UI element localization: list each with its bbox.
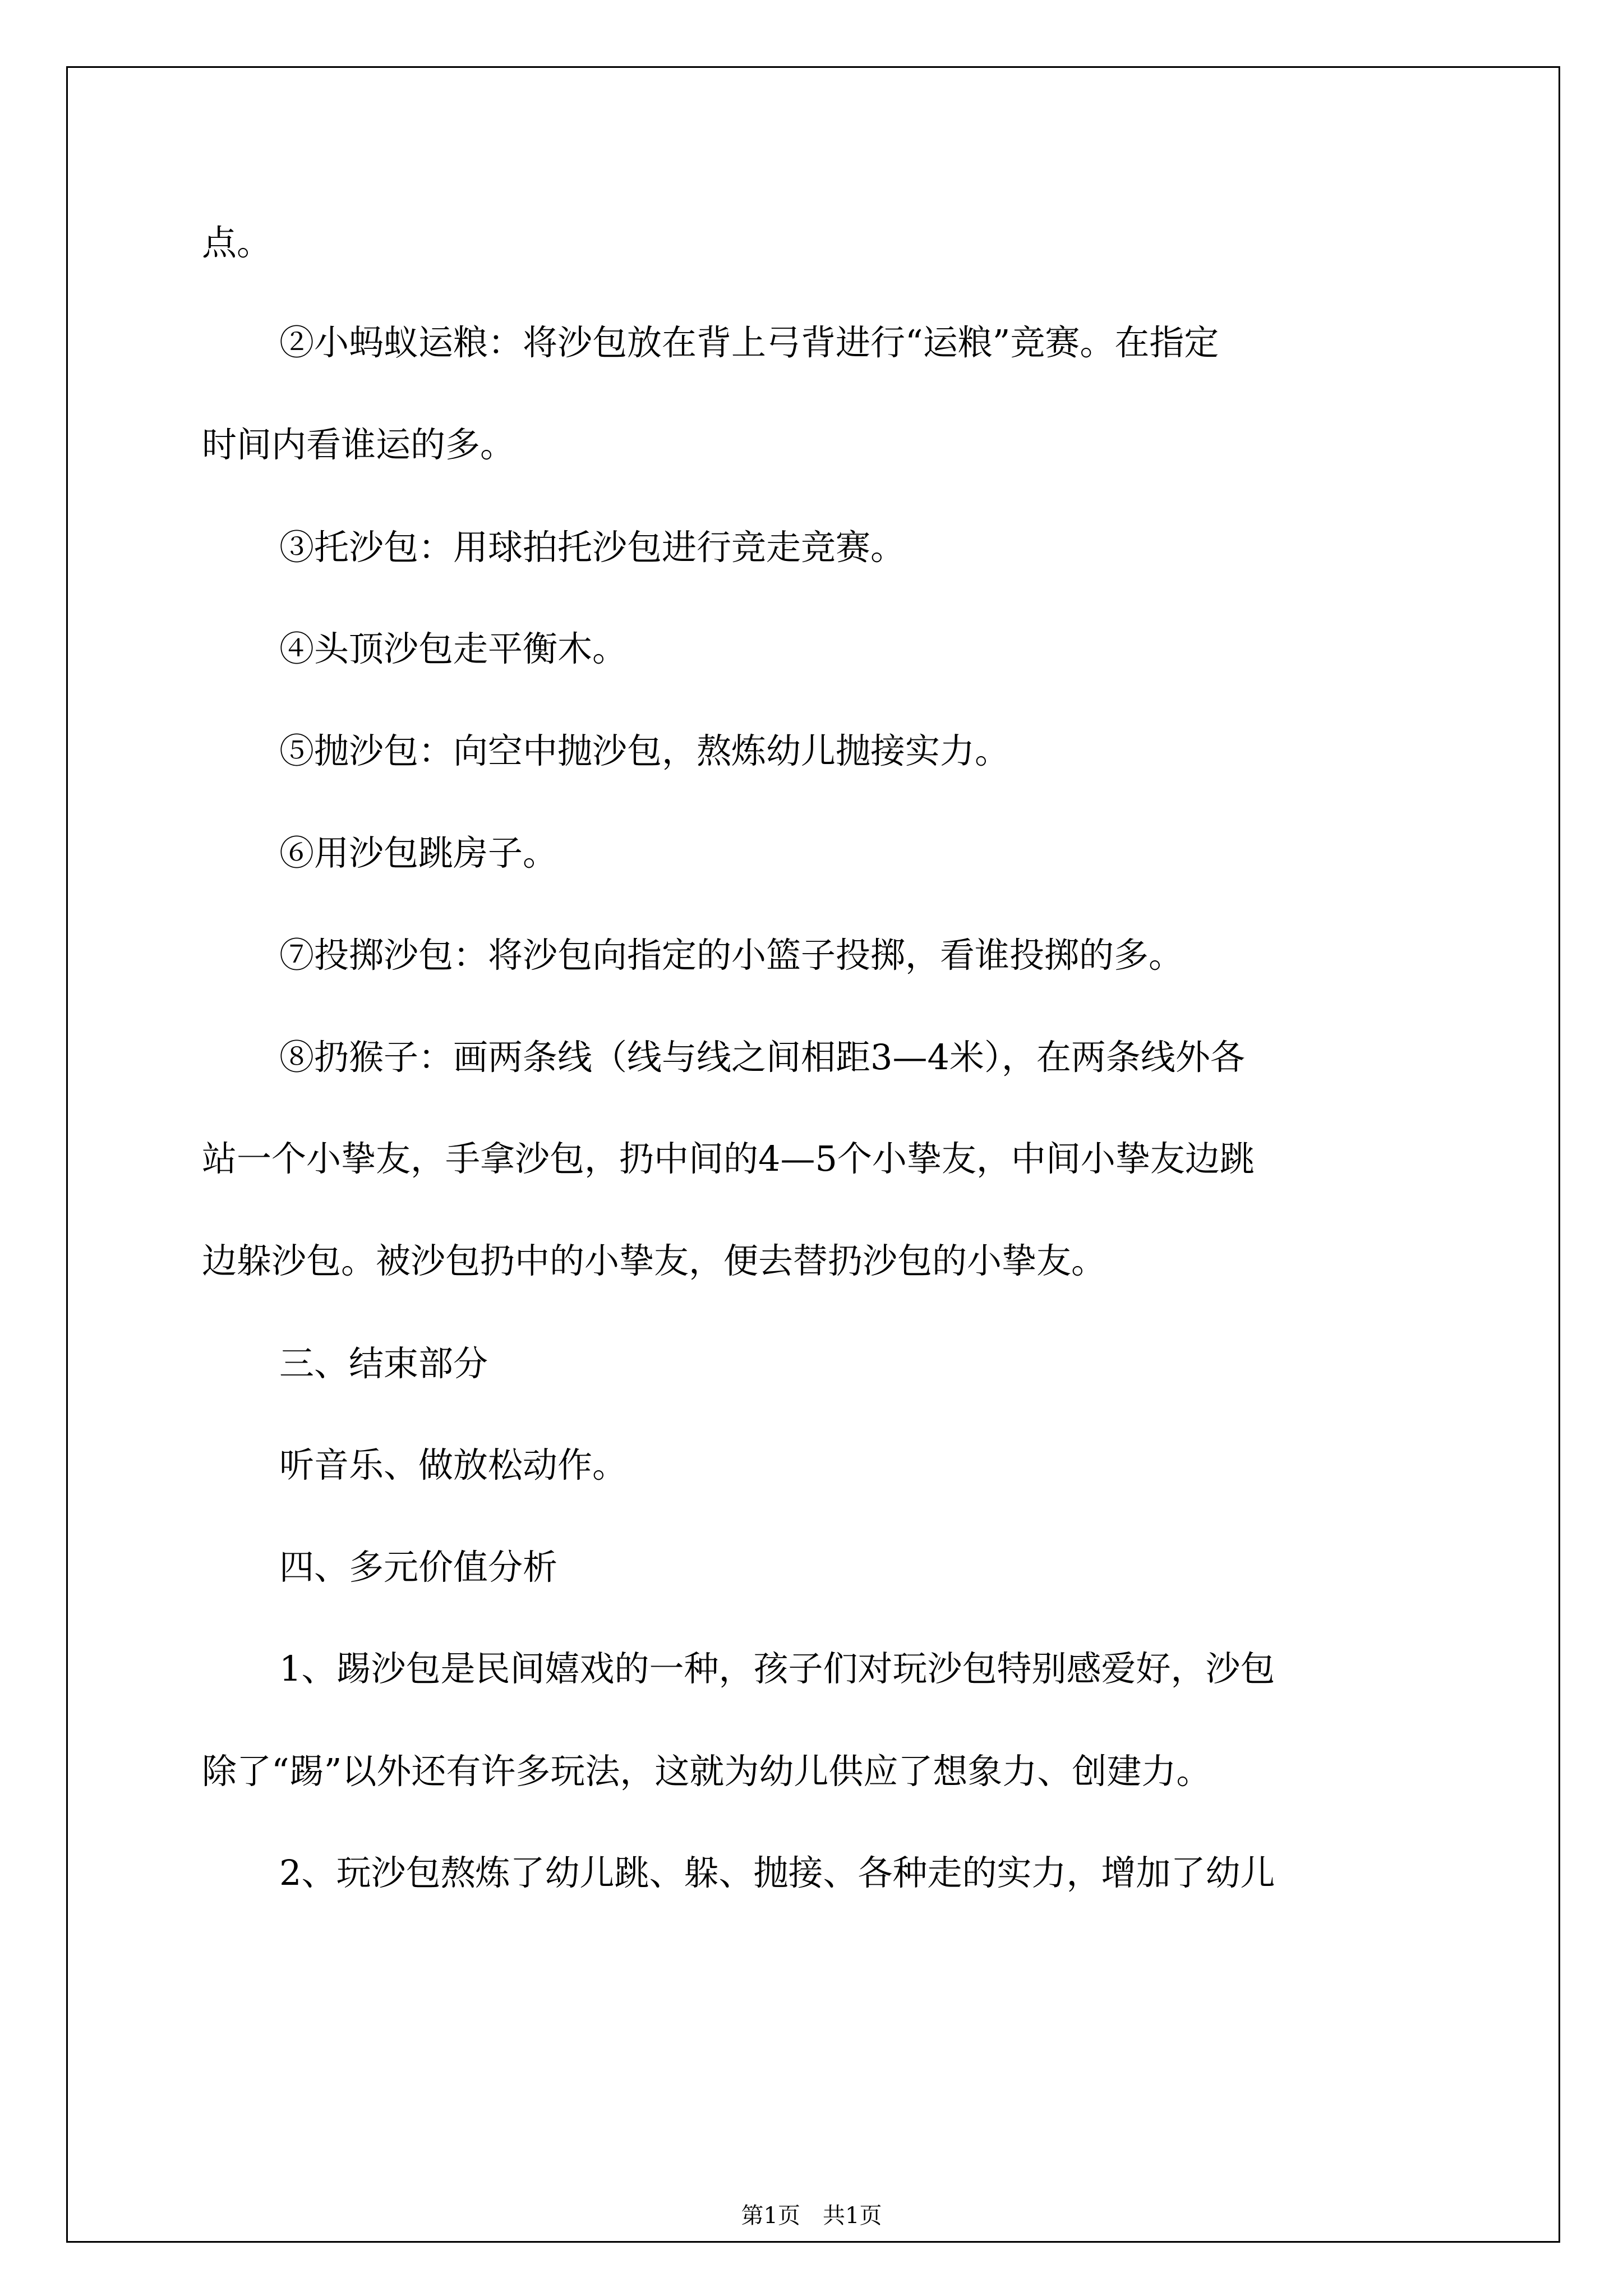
text-line: ⑦投掷沙包：将沙包向指定的小篮子投掷，看谁投掷的多。: [279, 935, 1184, 976]
text-line: ②小蚂蚁运粮：将沙包放在背上弓背进行“运粮”竞赛。在指定: [279, 322, 1219, 363]
text-line: 听音乐、做放松动作。: [279, 1444, 628, 1485]
text-line: 点。: [202, 222, 272, 263]
text-line: ③托沙包：用球拍托沙包进行竞走竞赛。: [279, 527, 906, 568]
text-line: 2、玩沙包熬炼了幼儿跳、躲、抛接、各种走的实力，增加了幼儿: [279, 1852, 1275, 1893]
text-line: 1、踢沙包是民间嬉戏的一种，孩子们对玩沙包特别感爱好，沙包: [279, 1648, 1275, 1689]
text-line: ⑥用沙包跳房子。: [279, 832, 558, 873]
text-line: 时间内看谁运的多。: [202, 424, 515, 465]
text-line: ⑧扔猴子：画两条线（线与线之间相距3—4米），在两条线外各: [279, 1037, 1245, 1078]
text-line: 站一个小挚友，手拿沙包，扔中间的4—5个小挚友，中间小挚友边跳: [202, 1138, 1255, 1179]
page-footer: 第1页 共1页: [741, 2203, 882, 2229]
section-heading: 三、结束部分: [279, 1343, 488, 1384]
text-line: ⑤抛沙包：向空中抛沙包，熬炼幼儿抛接实力。: [279, 730, 1010, 771]
text-line: 除了“踢”以外还有许多玩法，这就为幼儿供应了想象力、创建力。: [202, 1751, 1211, 1792]
section-heading: 四、多元价值分析: [279, 1547, 558, 1588]
text-line: 边躲沙包。被沙包扔中的小挚友，便去替扔沙包的小挚友。: [202, 1240, 1106, 1281]
text-line: ④头顶沙包走平衡木。: [279, 628, 628, 669]
